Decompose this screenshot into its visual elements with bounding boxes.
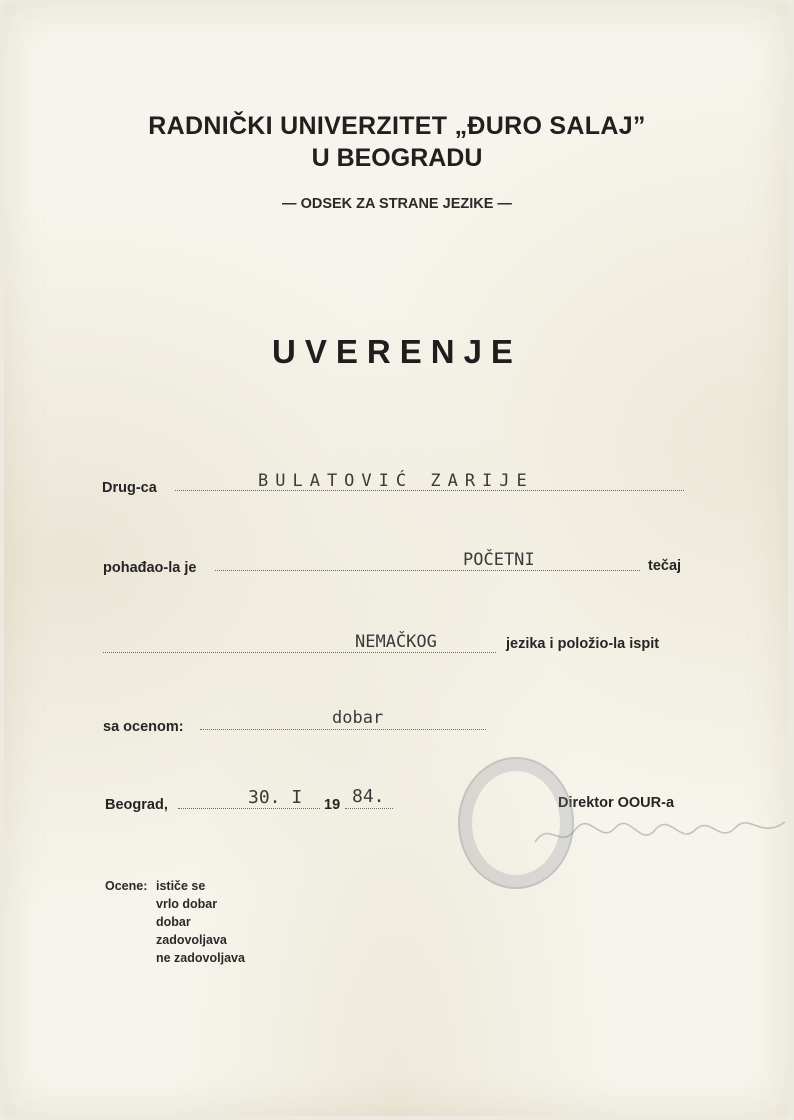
grades-list: [156, 877, 245, 967]
language-value: NEMAČKOG: [355, 632, 437, 652]
date-value: 30. I: [248, 787, 303, 808]
grade-item: ne zadovoljava: [156, 951, 245, 965]
language-suffix: jezika i položio-la ispit: [506, 636, 660, 652]
year-value: 84.: [352, 786, 385, 807]
year-prefix: 19: [324, 797, 341, 813]
director-label: Direktor OOUR-a: [558, 795, 675, 811]
student-name: BULATOVIĆ ZARIJE: [258, 471, 534, 491]
grade-item: zadovoljava: [156, 933, 227, 947]
grade-label: sa ocenom:: [103, 719, 184, 735]
grade-item: vrlo dobar: [156, 897, 218, 911]
drug-label: Drug-ca: [102, 480, 157, 496]
date-dotted-line: [178, 808, 320, 809]
grade-item: dobar: [156, 915, 191, 929]
institution-city: U BEOGRADU: [311, 144, 483, 172]
language-dotted-line: [103, 652, 496, 653]
place-label: Beograd,: [105, 797, 168, 813]
year-dotted-line: [345, 808, 393, 809]
course-label: tečaj: [648, 558, 682, 574]
course-dotted-line: [215, 570, 640, 571]
grades-label: Ocene:: [105, 879, 148, 893]
attended-label: pohađao-la je: [103, 560, 197, 576]
course-level: POČETNI: [463, 550, 535, 570]
grade-item: ističe se: [156, 879, 206, 893]
department-name: — ODSEK ZA STRANE JEZIKE —: [282, 196, 512, 212]
grade-value: dobar: [332, 708, 384, 728]
institution-name: RADNIČKI UNIVERZITET „ĐURO SALAJ”: [148, 112, 646, 140]
document-title: UVERENJE: [272, 333, 522, 370]
signature-icon: [530, 800, 790, 860]
grade-dotted-line: [200, 729, 486, 730]
